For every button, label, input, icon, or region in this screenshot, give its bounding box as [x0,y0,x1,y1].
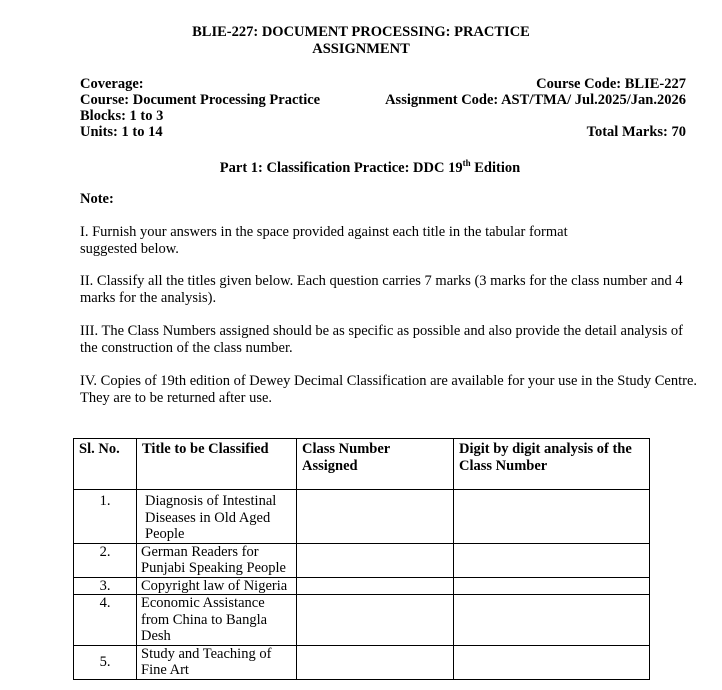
header-sl-no: Sl. No. [74,439,137,490]
header-analysis: Digit by digit analysis of the Class Number [454,439,650,490]
class-number-cell[interactable] [297,543,454,577]
table-row [74,577,650,595]
class-number-cell[interactable] [297,645,454,679]
units: Units: 1 to 14 [80,124,163,140]
note-2: II. Classify all the titles given below. Each question carries 7 marks (3 marks for the class number and 4 marks for the analysis). [80,273,683,306]
row-title: Copyright law of Nigeria [137,577,297,595]
part-heading-text: Part 1: Classification Practice: DDC 19 [219,159,463,176]
row-number: 1. [74,490,137,544]
assignment-code: Assignment Code: AST/TMA/ Jul.2025/Jan.2026 [385,92,686,108]
table-row [74,595,650,646]
analysis-cell[interactable] [454,595,650,646]
info-row-3 [80,108,686,125]
total-marks: Total Marks: 70 [586,124,686,140]
header-title: Title to be Classified [137,439,297,490]
info-row-4 [80,124,686,141]
analysis-cell[interactable] [454,490,650,544]
row-number: 4. [74,595,137,646]
analysis-cell[interactable] [454,543,650,577]
course-code: Course Code: BLIE-227 [536,76,686,92]
row-number: 3. [74,577,137,595]
classification-table [73,438,650,680]
part-heading [0,158,722,177]
row-title: Economic Assistance from China to Bangla Desh [137,595,297,646]
row-title: German Readers for Punjabi Speaking People [137,543,297,577]
coverage-label: Coverage: [80,76,144,92]
note-4: IV. Copies of 19th edition of Dewey Decimal Classification are available for your use in the Study Centre. They are to be returned after use. [80,373,698,406]
title-line-2: ASSIGNMENT [312,41,410,57]
blocks: Blocks: 1 to 3 [80,108,164,124]
analysis-cell[interactable] [454,577,650,595]
analysis-cell[interactable] [454,645,650,679]
row-number: 5. [74,645,137,679]
document-title [0,24,722,58]
part-heading-suffix: Edition [470,159,521,176]
info-row-1 [80,76,686,93]
info-row-2 [80,92,686,109]
class-number-cell[interactable] [297,490,454,544]
row-title: Study and Teaching of Fine Art [137,645,297,679]
course-name: Course: Document Processing Practice [80,92,321,108]
table-row [74,543,650,577]
table-row [74,490,650,544]
title-line-1: BLIE-227: DOCUMENT PROCESSING: PRACTICE [192,24,530,40]
table-row [74,645,650,679]
note-label: Note: [80,191,114,207]
note-1: I. Furnish your answers in the space provided against each title in the tabular format suggested below. [80,224,568,257]
class-number-cell[interactable] [297,595,454,646]
note-3: III. The Class Numbers assigned should be as specific as possible and also provide the detail analysis of the construction of the class number. [80,323,683,356]
row-number: 2. [74,543,137,577]
part-heading-sup: th [462,158,471,168]
class-number-cell[interactable] [297,577,454,595]
header-class-number: Class Number Assigned [297,439,454,490]
table-header-row [74,439,650,490]
row-title: Diagnosis of Intestinal Diseases in Old Aged People [137,490,297,544]
